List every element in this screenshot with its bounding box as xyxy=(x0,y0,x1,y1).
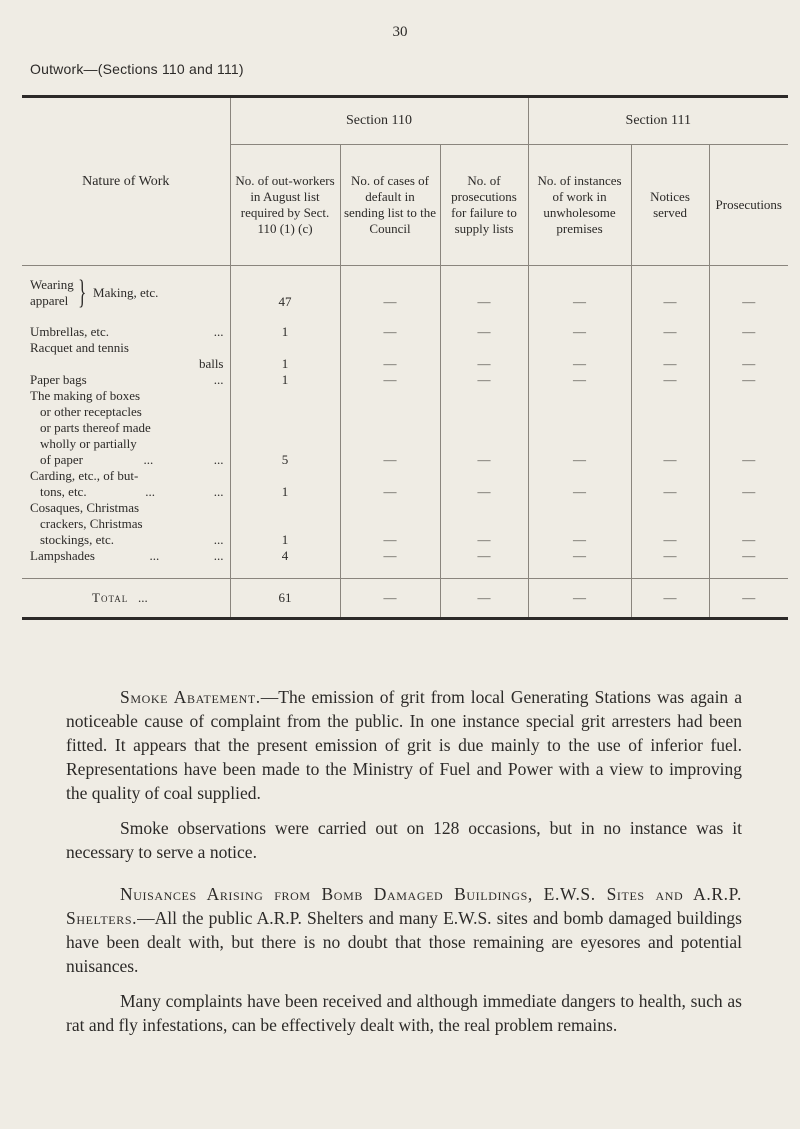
cell-value: — xyxy=(709,324,788,340)
cell-value: — xyxy=(340,468,440,500)
nature-of-work-header: Nature of Work xyxy=(22,97,230,266)
body-text xyxy=(66,685,742,1048)
row-label: Lampshades ... ... xyxy=(30,548,224,563)
cell-value: — xyxy=(631,500,709,548)
table-row xyxy=(22,340,788,372)
table-row xyxy=(22,372,788,388)
row-label: Wearing apparel } Making, etc. xyxy=(30,274,159,311)
cell-value: — xyxy=(340,340,440,372)
outwork-table xyxy=(22,95,788,620)
paragraph-heading: Nuisances Arising from Bomb Damaged Buildings, E.W.S. Sites and A.R.P. Shelters. xyxy=(66,884,742,928)
brace-icon: } xyxy=(77,274,86,311)
paragraph: Smoke observations were carried out on 128 occasions, but in no instance was it necessary to serve a notice. xyxy=(66,818,742,862)
cell-value: — xyxy=(631,372,709,388)
cell-value: — xyxy=(631,579,709,619)
row-label: Carding, etc., of but- tons, etc. ... ... xyxy=(30,468,224,499)
column-header: No. of prosecutions for failure to supply lists xyxy=(440,145,528,266)
cell-value: — xyxy=(709,500,788,548)
cell-value: — xyxy=(440,340,528,372)
cell-value: — xyxy=(528,579,631,619)
cell-value: — xyxy=(440,324,528,340)
cell-value: 1 xyxy=(230,468,340,500)
row-label: Umbrellas, etc. ... xyxy=(30,324,224,339)
table-row xyxy=(22,500,788,548)
paragraph: Many complaints have been received and although immediate dangers to health, such as rat and fly infestations, can be effectively dealt with, the real problem remains. xyxy=(66,991,742,1035)
total-row xyxy=(22,579,788,619)
column-header: No. of cases of default in sending list to the Council xyxy=(340,145,440,266)
row-label: The making of boxes or other receptacles or parts thereof made wholly or partially of paper ... ... xyxy=(30,388,224,467)
cell-value: — xyxy=(631,548,709,564)
column-header: Prosecutions xyxy=(709,145,788,266)
section-111-header: Section 111 xyxy=(528,97,788,145)
table-row xyxy=(22,468,788,500)
paragraph-heading: Smoke Abatement. xyxy=(120,687,261,707)
cell-value: — xyxy=(528,468,631,500)
cell-value: — xyxy=(340,266,440,311)
cell-value: — xyxy=(709,579,788,619)
row-label: Racquet and tennis balls xyxy=(30,340,224,371)
table-row xyxy=(22,266,788,311)
table-title: Outwork—(Sections 110 and 111) xyxy=(30,61,244,77)
cell-value: — xyxy=(440,266,528,311)
page-number: 30 xyxy=(392,24,408,40)
table-row xyxy=(22,388,788,468)
cell-value: — xyxy=(631,340,709,372)
table-row xyxy=(22,548,788,564)
row-label: Paper bags ... xyxy=(30,372,224,387)
cell-value: — xyxy=(440,579,528,619)
cell-value: 1 xyxy=(230,500,340,548)
cell-value: 47 xyxy=(230,266,340,311)
cell-value: — xyxy=(709,340,788,372)
cell-value: 5 xyxy=(230,388,340,468)
cell-value: — xyxy=(709,548,788,564)
row-label: Cosaques, Christmas crackers, Christmas stockings, etc. ... xyxy=(30,500,224,547)
paragraph: Nuisances Arising from Bomb Damaged Buildings, E.W.S. Sites and A.R.P. Shelters.—All the public A.R.P. Shelters and many E.W.S. sites and bomb damaged buildings have been dealt with, but there is no doubt that those remaining are eyesores and potential nuisances. xyxy=(66,884,742,976)
cell-value: — xyxy=(631,324,709,340)
cell-value: — xyxy=(528,388,631,468)
cell-value: — xyxy=(340,388,440,468)
cell-value: — xyxy=(709,372,788,388)
table-row xyxy=(22,324,788,340)
cell-value: — xyxy=(440,548,528,564)
cell-value: — xyxy=(440,468,528,500)
cell-value: — xyxy=(709,388,788,468)
cell-value: 1 xyxy=(230,324,340,340)
cell-value: — xyxy=(340,500,440,548)
cell-value: 1 xyxy=(230,372,340,388)
cell-value: — xyxy=(440,500,528,548)
cell-value: — xyxy=(631,388,709,468)
cell-value: — xyxy=(528,548,631,564)
cell-value: — xyxy=(528,372,631,388)
cell-value: — xyxy=(631,266,709,311)
column-header: Notices served xyxy=(631,145,709,266)
cell-value: 61 xyxy=(230,579,340,619)
section-110-header: Section 110 xyxy=(230,97,528,145)
column-header: No. of out-workers in August list required by Sect. 110 (1) (c) xyxy=(230,145,340,266)
cell-value: — xyxy=(440,388,528,468)
cell-value: — xyxy=(528,340,631,372)
cell-value: 4 xyxy=(230,548,340,564)
cell-value: — xyxy=(709,468,788,500)
cell-value: — xyxy=(528,500,631,548)
cell-value: — xyxy=(440,372,528,388)
total-label: Total ... xyxy=(22,579,230,619)
cell-value: — xyxy=(340,548,440,564)
paragraph: Smoke Abatement.—The emission of grit from local Generating Stations was again a noticeable cause of complaint from the public. In one instance special grit arresters had been fitted. It appears that the present emission of grit is due mainly to the use of inferior fuel. Representations have been made to the Ministry of Fuel and Power with a view to improving the quality of coal supplied. xyxy=(66,687,742,803)
cell-value: — xyxy=(340,372,440,388)
cell-value: — xyxy=(631,468,709,500)
cell-value: — xyxy=(340,579,440,619)
cell-value: — xyxy=(709,266,788,311)
cell-value: — xyxy=(528,324,631,340)
cell-value: — xyxy=(340,324,440,340)
column-header: No. of instances of work in unwholesome premises xyxy=(528,145,631,266)
cell-value: — xyxy=(528,266,631,311)
cell-value: 1 xyxy=(230,340,340,372)
